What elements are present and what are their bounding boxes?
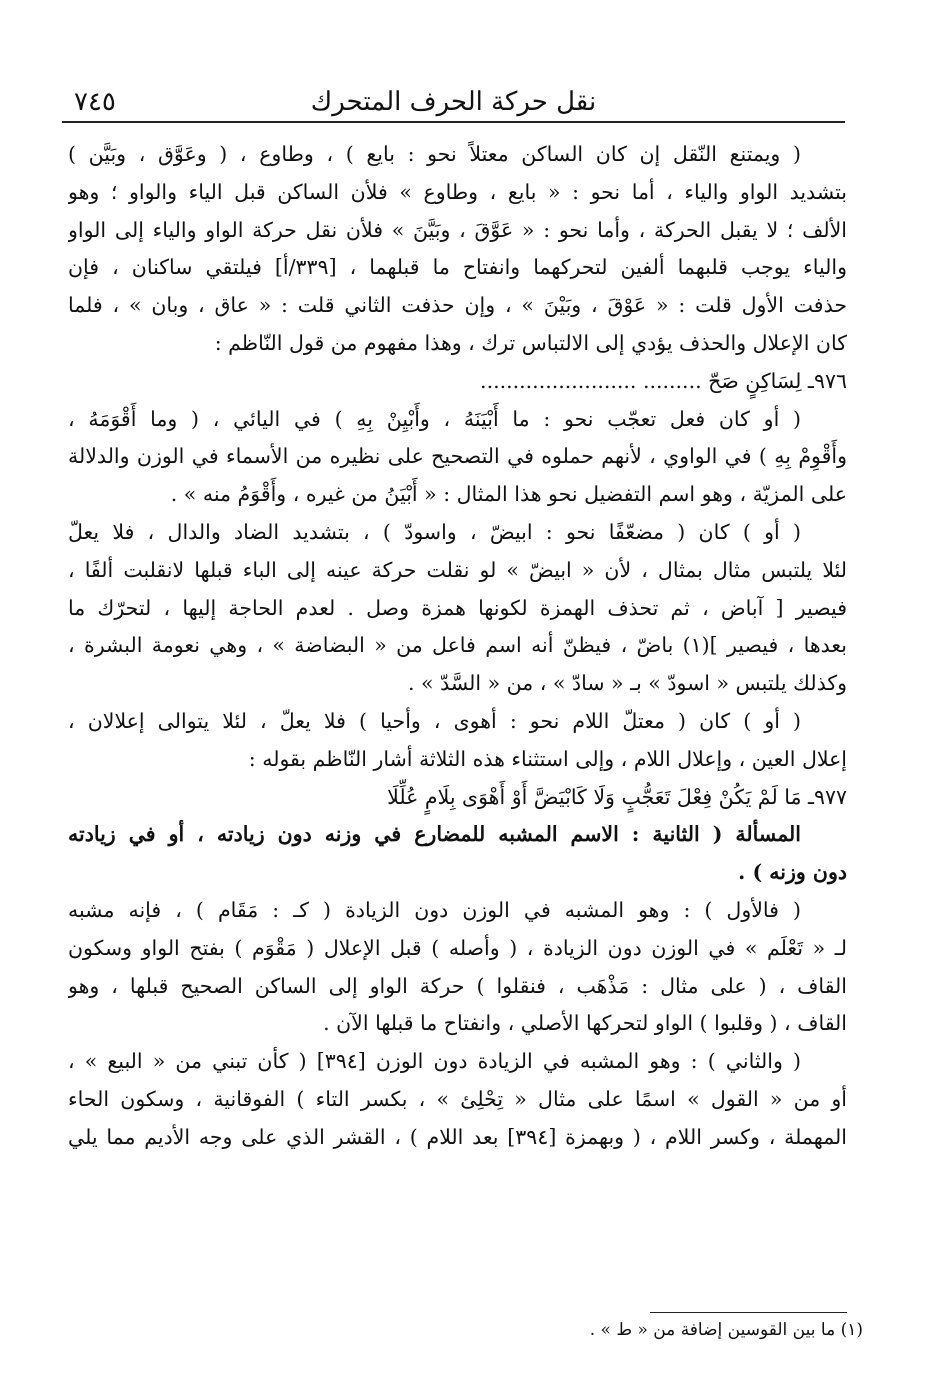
- text-line: كان الإعلال والحذف يؤدي إلى الالتباس ترك ، وهذا مفهوم من قول النّاظم :: [214, 330, 847, 355]
- text-line: وأَقْوِمْ بِهِ ) في الواوي ، لأنهم حملوه في التصحيح على نظيره من الأسماء في الوزن والدلالة: [68, 444, 847, 469]
- text-line: ( أو كان فعل تعجّب نحو : ما أَبْيَنَهُ ، وأَبْيِنْ بِهِ ) في اليائي ، ( وما أَقْوَمَهُ ،: [68, 406, 801, 431]
- main-text: [68, 136, 847, 1157]
- text-line: لئلا يلتبس مثال بمثال ، لأن « ابيضّ » لو نقلت حركة عينه إلى الباء قبلها لانقلبت ألفًا ،: [68, 557, 847, 582]
- text-line: بتشديد الواو والياء ، أما نحو : « بايع ، وطاوع » فلأن الساكن قبل الياء والواو ؛ وهو: [68, 179, 847, 204]
- running-title: نقل حركة الحرف المتحرك: [310, 87, 597, 117]
- footnote: (١) ما بين القوسين إضافة من « ط » .: [589, 1320, 863, 1340]
- text-line: وكذلك يلتبس « اسودّ » بـ « سادّ » ، من « السَّدّ » .: [408, 671, 847, 696]
- header-divider: [62, 121, 845, 123]
- verse-line: ٩٧٧ـ مَا لَمْ يَكُنْ فِعْلَ تَعَجُّبٍ وَلَا كَابْيَضَّ أَوْ أَهْوَى بِلَامٍ عُلِّلَا: [387, 784, 847, 809]
- text-line: بعدها ، فيصير ](١) باضّ ، فيظنّ أنه اسم فاعل من « البضاضة » ، وهي نعومة البشرة ،: [68, 633, 847, 658]
- text-line: حذفت الأول قلت : « عَوْقَ ، وبَيْنَ » ، وإن حذفت الثاني قلت : « عاق ، وبان » ، فلما: [68, 293, 847, 318]
- text-line: الألف ؛ لا يقبل الحركة ، وأما نحو : « عَوَّقَ ، وبَيَّنَ » فلأن نقل حركة الواو والياء إلى الواو: [68, 217, 847, 242]
- page-header: [62, 84, 845, 120]
- page-number: ٧٤٥: [74, 87, 116, 117]
- section-heading: المسألة ( الثانية : الاسم المشبه للمضارع في وزنه دون زيادته ، أو في زيادته: [68, 822, 801, 847]
- text-line: ( فالأول ) : وهو المشبه في الوزن دون الزيادة ( كـ : مَقَام ) ، فإنه مشبه: [68, 897, 801, 922]
- text-line: إعلال العين ، وإعلال اللام ، وإلى استثناء هذه الثلاثة أشار النّاظم بقوله :: [248, 746, 847, 771]
- text-line: القاف ، ( وقلبوا ) الواو لتحركها الأصلي ، وانفتاح ما قبلها الآن .: [323, 1011, 847, 1036]
- text-line: على المزيّة ، وهو اسم التفضيل نحو هذا المثال : « أَبْيَنُ من غيره ، وأَقْوَمُ منه » .: [170, 482, 847, 507]
- text-line: أو من « القول » اسمًا على مثال « تِحْلِئ » ، بكسر التاء ) الفوقانية ، وسكون الحاء: [68, 1086, 847, 1111]
- text-line: ( والثاني ) : وهو المشبه في الزيادة دون الوزن [٣٩٤] ( كأن تبني من « البيع » ،: [68, 1049, 802, 1074]
- verse-line: ٩٧٦ـ لِسَاكِنٍ صَحّ ......... ........................: [480, 368, 847, 393]
- text-line: ( أو ) كان ( معتلّ اللام نحو : أهوى ، وأحيا ) فلا يعلّ ، لئلا يتوالى إعلالان ،: [68, 708, 801, 733]
- text-line: ( أو ) كان ( مضعّفًا نحو : ابيضّ ، واسودّ ) ، بتشديد الضاد والدال ، فلا يعلّ: [68, 519, 801, 544]
- section-heading: دون وزنه ) .: [738, 860, 847, 885]
- footnote-divider: [650, 1312, 847, 1313]
- text-line: المهملة ، وكسر اللام ، ( وبهمزة [٣٩٤] بعد اللام ) ، القشر الذي على وجه الأديم مما يلي: [68, 1124, 847, 1149]
- text-line: ( ويمتنع النّقل إن كان الساكن معتلاً نحو : بايع ) ، وطاوع ، ( وعَوَّق ، وبَيَّن ): [68, 142, 801, 166]
- text-line: القاف ، ( على مثال : مَذْهَب ، فنقلوا ) حركة الواو إلى الساكن الصحيح قبلها ، وهو: [68, 973, 847, 998]
- text-line: لـ « تَعْلَم » في الوزن دون الزيادة ، ( وأصله ) قبل الإعلال ( مَقْوَم ) بفتح الواو وسكون: [68, 935, 847, 960]
- text-line: والياء يوجب قلبهما ألفين لتحركهما وانفتاح ما قبلهما ، [٣٣٩/أ] فيلتقي ساكنان ، فإن: [68, 255, 847, 280]
- text-line: فيصير [ آباض ، ثم تحذف الهمزة لكونها همزة وصل . لعدم الحاجة إليها ، لتحرّك ما: [68, 595, 847, 620]
